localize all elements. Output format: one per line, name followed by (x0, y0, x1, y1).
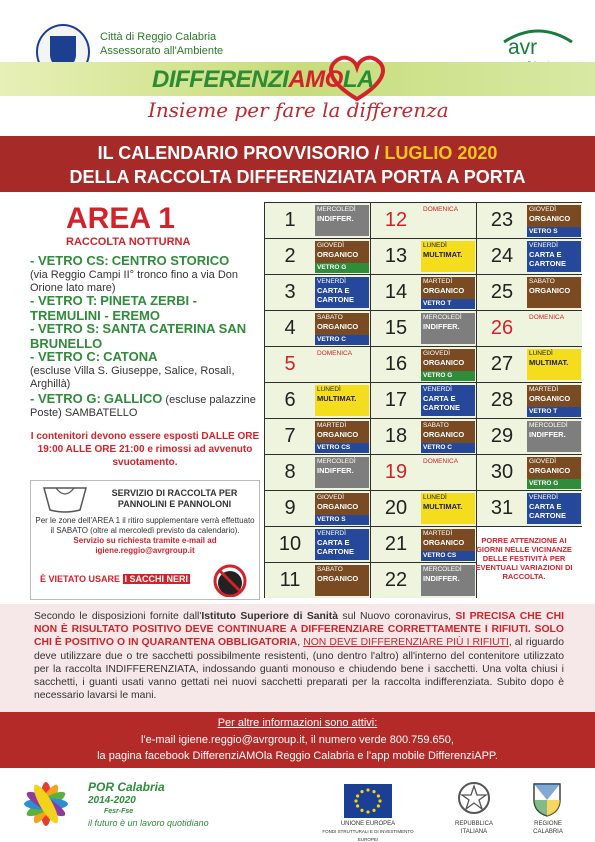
day-number: 18 (384, 425, 408, 447)
forbid-notice: È VIETATO USARE I SACCHI NERI (40, 574, 189, 584)
day-number: 4 (284, 317, 296, 339)
collection-type (315, 457, 369, 488)
day-number: 23 (490, 209, 514, 231)
weekday-label: MERCOLEDÌ (423, 566, 462, 573)
calendar-day (265, 311, 370, 346)
waste-type-label: ORGANICO (317, 574, 359, 583)
por-flower-logo (14, 778, 78, 830)
vetro-g: - VETRO G: GALLICO (escluse palazzine Poste) SAMBATELLO (30, 391, 256, 419)
weekday-label: LUNEDÌ (423, 494, 447, 501)
calendar-day (265, 455, 370, 490)
calendar-day (477, 347, 582, 382)
calendar-day (265, 203, 370, 238)
pannolini-title: SERVIZIO DI RACCOLTA PER PANNOLINI E PANNOLONI (111, 488, 238, 509)
day-number: 3 (284, 281, 296, 303)
day-number: 17 (384, 389, 408, 411)
dept-label: Assessorato all'Ambiente (100, 45, 224, 57)
collection-type (315, 205, 369, 236)
pannolini-text: Per le zone dell'AREA 1 il ritiro supplementare verrà effettuato il SABATO (oltre al mercoledì previsto da calendario). Servizio su richiesta tramite e-mail ad igiene.reggio@avrgroup.it (35, 516, 255, 555)
waste-type-label: CARTA E CARTONE (317, 538, 354, 556)
vetro-t: - VETRO T: PINETA ZERBI - TREMULINI - EREMO (30, 293, 198, 323)
waste-type-label: MULTIMAT. (529, 358, 569, 367)
calendar-day (265, 491, 370, 526)
collection-type (421, 349, 475, 371)
calabria-emblem (530, 780, 564, 818)
day-number: 2 (284, 245, 296, 267)
calendar-day (265, 563, 370, 598)
weekday-label: MARTEDÌ (423, 530, 453, 537)
weekday-label: GIOVEDÌ (317, 494, 345, 501)
weekday-label: MARTEDÌ (529, 386, 559, 393)
title-line1-a: IL CALENDARIO PROVVISORIO / (97, 143, 385, 163)
day-number: 6 (284, 389, 296, 411)
vetro-badge: VETRO C (421, 443, 475, 453)
collection-type (421, 205, 475, 215)
collection-type (315, 493, 369, 515)
weekday-label: LUNEDÌ (423, 242, 447, 249)
day-number: 22 (384, 569, 408, 591)
weekday-label: SABATO (423, 422, 449, 429)
collection-type (315, 421, 369, 443)
calendar-day (265, 419, 370, 454)
day-number: 15 (384, 317, 408, 339)
collection-type (315, 565, 369, 596)
city-label: Città di Reggio Calabria (100, 31, 217, 43)
republic-label: REPUBBLICA ITALIANA (454, 821, 493, 835)
vetro-badge: VETRO G (527, 479, 581, 489)
day-number: 24 (490, 245, 514, 267)
weekday-label: SABATO (317, 566, 343, 573)
collection-type (421, 313, 475, 344)
weekday-label: DOMENICA (529, 314, 565, 321)
por-fse: Fesr-Fse (104, 808, 134, 815)
day-number: 27 (490, 353, 514, 375)
weekday-label: VENERDÌ (529, 494, 558, 501)
contacts-social: la pagina facebook DifferenziAMOla Reggio Calabria e l'app mobile DifferenziAPP. (97, 750, 498, 762)
day-number: 21 (384, 533, 408, 555)
weekday-label: DOMENICA (423, 458, 459, 465)
calendar-day (371, 347, 476, 382)
pannolini-request: Servizio su richiesta tramite e-mail ad igiene.reggio@avrgroup.it (73, 536, 217, 555)
vetro-badge: VETRO G (421, 371, 475, 381)
waste-type-label: MULTIMAT. (423, 502, 463, 511)
calendar-day (477, 311, 582, 346)
weekday-label: VENERDÌ (317, 530, 346, 537)
waste-type-label: MULTIMAT. (317, 394, 357, 403)
city-name (100, 30, 223, 58)
waste-type-label: ORGANICO (317, 502, 359, 511)
collection-type (527, 313, 581, 323)
calendar-day (265, 275, 370, 310)
vetro-badge: VETRO T (527, 407, 581, 417)
calendar-day (265, 383, 370, 418)
collection-type (421, 493, 475, 524)
weekday-label: GIOVEDÌ (317, 242, 345, 249)
por-motto: il futuro è un lavoro quotidiano (88, 818, 209, 828)
collection-type (421, 457, 475, 467)
day-number: 26 (490, 317, 514, 339)
weekday-label: MARTEDÌ (317, 422, 347, 429)
collection-type (527, 457, 581, 479)
day-number: 13 (384, 245, 408, 267)
calendar-note: PORRE ATTENZIONE AI GIORNI NELLE VICINANZE DELLE FESTIVITÀ PER EVENTUALI VARIAZIONI DI RACCOLTA. (475, 536, 573, 581)
collection-type (421, 421, 475, 443)
collection-type (315, 349, 369, 359)
calendar-day (477, 239, 582, 274)
collection-type (315, 313, 369, 335)
waste-type-label: ORGANICO (423, 430, 465, 439)
day-number: 20 (384, 497, 408, 519)
contacts-email-phone: l'e-mail igiene.reggio@avrgroup.it, il numero verde 800.759.650, (141, 734, 454, 746)
region-label: REGIONE CALABRIA (533, 821, 563, 835)
day-number: 12 (384, 209, 408, 231)
collection-type (315, 241, 369, 263)
day-number: 25 (490, 281, 514, 303)
covid-info-text: Secondo le disposizioni fornite dall'Istituto Superiore di Sanità sul Nuovo coronavirus, SI PRECISA CHE CHI NON È RISULTATO POSITIVO DEVE CONTINUARE A DIFFERENZIARE CORRETTAMENTE I RIFIUTI. SOLO CHI È POSITIVO O IN QUARANTENA OBBLIGATORIA, NON DEVE DIFFERENZIARE PIÙ I RIFIUTI, al riguardo deve utilizzare due o tre sacchetti possibilmente resistenti, (uno dentro l'altro) all'interno del contenitore utilizzato per la raccolta INDIFFERENZIATA, indossando guanti monouso e chiudendo bene i sacchetti. Una volta chiusi i sacchetti, i guanti usati vanno gettati nei nuovi sacchetti preparati per la raccolta indifferenziata. Subito dopo è necessario lavarsi le mani. (34, 611, 564, 702)
weekday-label: MARTEDÌ (423, 278, 453, 285)
por-years: 2014-2020 (88, 795, 136, 806)
italian-republic-emblem (456, 780, 492, 818)
brand-part2: AMO (288, 66, 343, 93)
day-number: 16 (384, 353, 408, 375)
calendar-day (477, 275, 582, 310)
black-bag-forbidden-icon (210, 563, 250, 597)
waste-type-label: INDIFFER. (529, 430, 566, 439)
weekday-label: LUNEDÌ (529, 350, 553, 357)
collection-type (527, 241, 581, 272)
weekday-label: VENERDÌ (317, 278, 346, 285)
waste-type-label: INDIFFER. (423, 574, 460, 583)
collection-type (315, 529, 369, 560)
calendar-day (371, 275, 476, 310)
slogan: Insieme per fare la differenza (148, 98, 449, 122)
vetro-cs: - VETRO CS: CENTRO STORICO (via Reggio Campi II° tronco fino a via Don Orione lato mare) (30, 253, 238, 294)
vetro-badge: VETRO CS (315, 443, 369, 453)
contacts-band (0, 712, 595, 768)
day-number: 29 (490, 425, 514, 447)
avr-text: avr (508, 36, 538, 59)
vetro-badge: VETRO S (527, 227, 581, 237)
diaper-icon (40, 484, 90, 514)
waste-type-label: CARTA E CARTONE (423, 394, 460, 412)
brand-part1: DIFFERENZI (152, 66, 289, 93)
area-title: AREA 1 (66, 202, 175, 235)
weekday-label: SABATO (529, 278, 555, 285)
weekday-label: VENERDÌ (423, 386, 452, 393)
day-number: 14 (384, 281, 408, 303)
brand-logo (152, 66, 374, 94)
collection-type (421, 529, 475, 551)
day-number: 30 (490, 461, 514, 483)
vetro-s: - VETRO S: SANTA CATERINA SAN BRUNELLO (30, 321, 247, 351)
weekday-label: GIOVEDÌ (529, 206, 557, 213)
calendar-day (371, 419, 476, 454)
collection-type (527, 493, 581, 524)
collection-type (527, 385, 581, 407)
day-number: 7 (284, 425, 296, 447)
collection-type (315, 385, 369, 416)
calendar-day (477, 419, 582, 454)
calendar-day (265, 239, 370, 274)
day-number: 10 (278, 533, 302, 555)
weekday-label: DOMENICA (423, 206, 459, 213)
weekday-label: MERCOLEDÌ (529, 422, 568, 429)
waste-type-label: INDIFFER. (423, 322, 460, 331)
calendar-day (477, 491, 582, 526)
exposure-warning: I contenitori devono essere esposti DALLE ORE 19:00 ALLE ORE 21:00 e rimossi ad avvenuto svuotamento. (30, 431, 260, 468)
contacts-intro: Per altre informazioni sono attivi: (217, 717, 378, 729)
day-number: 19 (384, 461, 408, 483)
title-month: LUGLIO 2020 (384, 143, 498, 163)
collection-type (527, 349, 581, 380)
weekday-label: GIOVEDÌ (529, 458, 557, 465)
weekday-label: MERCOLEDÌ (317, 458, 356, 465)
waste-type-label: ORGANICO (317, 430, 359, 439)
waste-type-label: ORGANICO (423, 358, 465, 367)
day-number: 1 (284, 209, 296, 231)
calendar-day (371, 383, 476, 418)
waste-type-label: MULTIMAT. (423, 250, 463, 259)
waste-type-label: ORGANICO (423, 538, 465, 547)
collection-type (527, 421, 581, 452)
calendar-day (477, 383, 582, 418)
eu-label: UNIONE EUROPEA FONDI STRUTTURALI E DI INVESTIMENTO EUROPEI (322, 821, 414, 842)
calendar-day (265, 347, 370, 382)
day-number: 28 (490, 389, 514, 411)
eu-flag-icon (344, 784, 392, 818)
waste-type-label: CARTA E CARTONE (529, 250, 566, 268)
weekday-label: DOMENICA (317, 350, 353, 357)
waste-type-label: ORGANICO (529, 214, 571, 223)
waste-type-label: ORGANICO (317, 250, 359, 259)
day-number: 31 (490, 497, 514, 519)
waste-type-label: ORGANICO (529, 466, 571, 475)
vetro-badge: VETRO CS (421, 551, 475, 561)
waste-type-label: INDIFFER. (317, 214, 354, 223)
weekday-label: MERCOLEDÌ (423, 314, 462, 321)
waste-type-label: ORGANICO (529, 394, 571, 403)
collection-type (421, 241, 475, 272)
calendar-day (265, 527, 370, 562)
waste-type-label: INDIFFER. (317, 466, 354, 475)
title-band (0, 136, 595, 192)
calendar-day (371, 203, 476, 238)
area-subtitle: RACCOLTA NOTTURNA (66, 236, 191, 248)
day-number: 8 (284, 461, 296, 483)
collection-type (315, 277, 369, 308)
calendar-day (371, 527, 476, 562)
title-line2: DELLA RACCOLTA DIFFERENZIATA PORTA A PORTA (69, 167, 526, 187)
collection-type (421, 385, 475, 416)
collection-type (421, 565, 475, 596)
waste-type-label: ORGANICO (423, 286, 465, 295)
day-number: 11 (279, 569, 301, 591)
day-number: 9 (284, 497, 296, 519)
weekday-label: LUNEDÌ (317, 386, 341, 393)
calendar-day (477, 455, 582, 490)
waste-type-label: CARTA E CARTONE (529, 502, 566, 520)
weekday-label: SABATO (317, 314, 343, 321)
calendar-day (371, 455, 476, 490)
collection-type (421, 277, 475, 299)
vetro-badge: VETRO G (315, 263, 369, 273)
calendar-day (371, 239, 476, 274)
calendar-day (477, 203, 582, 238)
weekday-label: VENERDÌ (529, 242, 558, 249)
collection-type (527, 205, 581, 227)
vetro-badge: VETRO S (315, 515, 369, 525)
calendar-day (371, 563, 476, 598)
por-title: POR Calabria (88, 780, 165, 794)
weekday-label: MERCOLEDÌ (317, 206, 356, 213)
title-line1 (0, 143, 595, 164)
waste-type-label: CARTA E CARTONE (317, 286, 354, 304)
waste-type-label: ORGANICO (317, 322, 359, 331)
day-number: 5 (284, 353, 296, 375)
vetro-c: - VETRO C: CATONA (escluse Villa S. Giuseppe, Salice, Rosalì, Arghillà) (30, 349, 235, 390)
brand-part3: LA (342, 66, 374, 93)
calendar-day (371, 311, 476, 346)
weekday-label: GIOVEDÌ (423, 350, 451, 357)
waste-type-label: ORGANICO (529, 286, 571, 295)
vetro-badge: VETRO T (421, 299, 475, 309)
vetro-badge: VETRO C (315, 335, 369, 345)
collection-type (527, 277, 581, 308)
calendar-day (371, 491, 476, 526)
